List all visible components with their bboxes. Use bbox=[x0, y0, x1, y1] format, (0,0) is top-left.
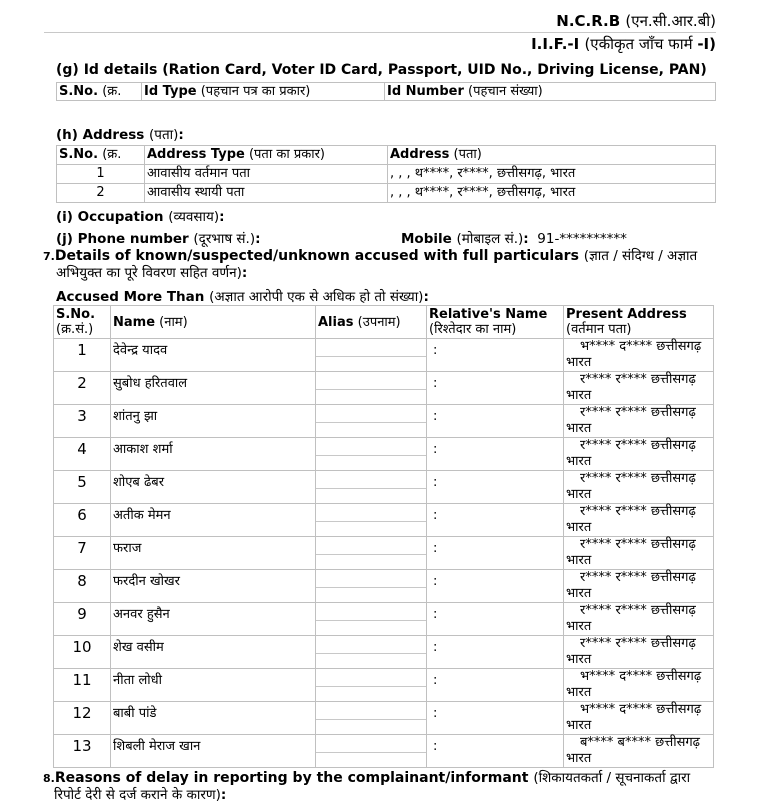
cell-sno: 7 bbox=[54, 537, 111, 570]
cell-present-address bbox=[564, 669, 714, 702]
form-title-en: I.I.F.-I bbox=[531, 35, 580, 53]
cell-relative-name: : bbox=[427, 471, 564, 504]
section-7-heading bbox=[43, 248, 723, 281]
col-label-en: S.No. bbox=[59, 147, 99, 162]
alias-value-extra bbox=[316, 555, 426, 569]
alias-value bbox=[316, 570, 426, 588]
col-id-number bbox=[385, 83, 716, 101]
address-line-2: भारत bbox=[566, 718, 592, 733]
table-header-row bbox=[57, 146, 716, 165]
cell-alias bbox=[316, 570, 427, 603]
cell-present-address bbox=[564, 603, 714, 636]
table-row bbox=[54, 537, 714, 570]
col-label-en: Present Address bbox=[566, 307, 687, 322]
address-line-1: भ**** द**** छत्तीसगढ़ bbox=[580, 339, 702, 354]
address-line-1: र**** र**** छत्तीसगढ़ bbox=[580, 537, 696, 552]
cell-alias bbox=[316, 537, 427, 570]
cell-relative-name: : bbox=[427, 735, 564, 768]
address-line-2: भारत bbox=[566, 421, 592, 436]
section-title-en: Details of known/suspected/unknown accused with full particulars bbox=[54, 248, 584, 264]
heading-colon: : bbox=[241, 265, 248, 281]
address-heading bbox=[56, 125, 184, 143]
alias-value-extra bbox=[316, 654, 426, 668]
alias-value bbox=[316, 702, 426, 720]
cell-alias bbox=[316, 669, 427, 702]
col-address-type bbox=[145, 146, 388, 165]
alias-value-extra bbox=[316, 390, 426, 404]
address-line-2: भारत bbox=[566, 586, 592, 601]
address-line-2: भारत bbox=[566, 685, 592, 700]
col-label-en: Alias bbox=[318, 314, 354, 330]
form-title-hi: (एकीकृत जाँच फार्म bbox=[584, 35, 698, 53]
mobile-field bbox=[401, 229, 627, 247]
col-label-en: Id Type bbox=[144, 84, 197, 99]
cell-sno: 8 bbox=[54, 570, 111, 603]
mobile-label-hi: (मोबाइल सं.) bbox=[456, 231, 524, 247]
col-label-en: Name bbox=[113, 314, 156, 330]
table-row bbox=[54, 504, 714, 537]
cell-name: शोएब ढेबर bbox=[111, 471, 316, 504]
cell-sno: 13 bbox=[54, 735, 111, 768]
col-address bbox=[388, 146, 716, 165]
alias-value bbox=[316, 669, 426, 687]
table-row bbox=[57, 184, 716, 203]
org-title-hi: (एन.सी.आर.बी) bbox=[625, 12, 716, 30]
phone-label-en: (j) Phone number bbox=[56, 231, 194, 247]
cell-relative-name: : bbox=[427, 339, 564, 372]
cell-relative-name: : bbox=[427, 537, 564, 570]
table-row bbox=[54, 636, 714, 669]
col-label-en: Address Type bbox=[147, 147, 245, 162]
table-header-row bbox=[57, 83, 716, 101]
col-label-hi: (वर्तमान पता) bbox=[566, 322, 632, 337]
cell-relative-name: : bbox=[427, 570, 564, 603]
cell-present-address bbox=[564, 636, 714, 669]
col-sno bbox=[57, 146, 145, 165]
cell-name: शिबली मेराज खान bbox=[111, 735, 316, 768]
cell-present-address bbox=[564, 339, 714, 372]
label-colon: : bbox=[219, 209, 225, 225]
address-heading-en: (h) Address bbox=[56, 127, 150, 143]
table-row bbox=[54, 570, 714, 603]
table-row bbox=[54, 735, 714, 768]
cell-alias bbox=[316, 438, 427, 471]
cell-sno: 12 bbox=[54, 702, 111, 735]
address-line-1: र**** र**** छत्तीसगढ़ bbox=[580, 636, 696, 651]
table-row bbox=[57, 165, 716, 184]
address-line-2: भारत bbox=[566, 487, 592, 502]
table-row bbox=[54, 339, 714, 372]
alias-value bbox=[316, 405, 426, 423]
cell-name: शेख वसीम bbox=[111, 636, 316, 669]
col-label-en: Relative's Name bbox=[429, 307, 548, 322]
table-row bbox=[54, 372, 714, 405]
col-label-hi: (पता) bbox=[453, 147, 482, 162]
table-row bbox=[54, 702, 714, 735]
cell-name: आकाश शर्मा bbox=[111, 438, 316, 471]
alias-value bbox=[316, 603, 426, 621]
col-label-en: S.No. bbox=[59, 84, 99, 99]
cell-present-address bbox=[564, 438, 714, 471]
col-label-hi: (रिश्तेदार का नाम) bbox=[429, 322, 517, 337]
cell-relative-name: : bbox=[427, 405, 564, 438]
cell-alias bbox=[316, 372, 427, 405]
col-present-address bbox=[564, 306, 714, 339]
col-label-hi: (नाम) bbox=[159, 314, 188, 330]
address-line-1: र**** र**** छत्तीसगढ़ bbox=[580, 570, 696, 585]
occupation-label-en: (i) Occupation bbox=[56, 209, 169, 225]
address-line-1: भ**** द**** छत्तीसगढ़ bbox=[580, 702, 702, 717]
col-label-hi: (उपनाम) bbox=[357, 314, 401, 330]
col-label-hi: (पहचान पत्र का प्रकार) bbox=[200, 84, 311, 99]
mobile-label-en: Mobile bbox=[401, 231, 457, 247]
alias-value bbox=[316, 372, 426, 390]
address-line-1: र**** र**** छत्तीसगढ़ bbox=[580, 471, 696, 486]
cell-alias bbox=[316, 471, 427, 504]
heading-colon: : bbox=[178, 127, 184, 143]
col-label-hi: (क्र. bbox=[102, 84, 122, 99]
label-colon: : bbox=[523, 231, 529, 247]
section-number: 7. bbox=[43, 250, 55, 263]
cell-name: बाबी पांडे bbox=[111, 702, 316, 735]
col-label-en: Address bbox=[390, 147, 450, 162]
alias-value bbox=[316, 636, 426, 654]
section-8-heading bbox=[43, 770, 733, 803]
section-number: 8. bbox=[43, 772, 55, 785]
cell-present-address bbox=[564, 372, 714, 405]
cell-sno: 2 bbox=[57, 184, 145, 203]
col-alias bbox=[316, 306, 427, 339]
cell-sno: 5 bbox=[54, 471, 111, 504]
address-line-1: ब**** ब**** छत्तीसगढ़ bbox=[580, 735, 700, 750]
accused-more-than-label-hi: (अज्ञात आरोपी एक से अधिक हो तो संख्या) bbox=[209, 289, 424, 305]
address-heading-hi: (पता) bbox=[149, 127, 179, 143]
alias-value bbox=[316, 735, 426, 753]
cell-sno: 6 bbox=[54, 504, 111, 537]
cell-alias bbox=[316, 702, 427, 735]
section-title-hi: (शिकायतकर्ता / सूचनाकर्ता द्वारा bbox=[533, 770, 691, 786]
address-line-1: र**** र**** छत्तीसगढ़ bbox=[580, 438, 696, 453]
alias-value bbox=[316, 537, 426, 555]
cell-present-address bbox=[564, 471, 714, 504]
cell-relative-name: : bbox=[427, 702, 564, 735]
cell-relative-name: : bbox=[427, 636, 564, 669]
col-label-hi: (क्र. bbox=[102, 147, 122, 162]
cell-present-address bbox=[564, 735, 714, 768]
address-line-2: भारत bbox=[566, 619, 592, 634]
form-title bbox=[531, 34, 716, 54]
id-details-heading: (g) Id details (Ration Card, Voter ID Card, Passport, UID No., Driving License, PAN) bbox=[56, 62, 707, 78]
occupation-label-hi: (व्यवसाय) bbox=[168, 209, 220, 225]
accused-table bbox=[53, 305, 714, 768]
col-name bbox=[111, 306, 316, 339]
cell-name: फराज bbox=[111, 537, 316, 570]
header-divider bbox=[44, 32, 716, 33]
cell-alias bbox=[316, 405, 427, 438]
cell-alias bbox=[316, 339, 427, 372]
cell-alias bbox=[316, 636, 427, 669]
address-line-2: भारत bbox=[566, 388, 592, 403]
cell-sno: 10 bbox=[54, 636, 111, 669]
alias-value-extra bbox=[316, 621, 426, 635]
address-line-2: भारत bbox=[566, 355, 592, 370]
cell-name: देवेन्द्र यादव bbox=[111, 339, 316, 372]
address-table bbox=[56, 145, 716, 203]
address-line-1: र**** र**** छत्तीसगढ़ bbox=[580, 372, 696, 387]
col-label-hi: (पता का प्रकार) bbox=[248, 147, 325, 162]
cell-alias bbox=[316, 603, 427, 636]
cell-relative-name: : bbox=[427, 603, 564, 636]
alias-value-extra bbox=[316, 687, 426, 701]
cell-address: , , , थ****, र****, छत्तीसगढ़, भारत bbox=[388, 184, 716, 203]
alias-value-extra bbox=[316, 423, 426, 437]
table-row bbox=[54, 471, 714, 504]
cell-relative-name: : bbox=[427, 669, 564, 702]
cell-sno: 2 bbox=[54, 372, 111, 405]
address-line-2: भारत bbox=[566, 652, 592, 667]
col-label-en: Id Number bbox=[387, 84, 464, 99]
cell-sno: 3 bbox=[54, 405, 111, 438]
section-title-hi: (ज्ञात / संदिग्ध / अज्ञात bbox=[583, 248, 698, 264]
cell-sno: 11 bbox=[54, 669, 111, 702]
mobile-value: 91-********** bbox=[537, 231, 627, 247]
col-label-hi: (पहचान संख्या) bbox=[468, 84, 543, 99]
address-line-1: र**** र**** छत्तीसगढ़ bbox=[580, 504, 696, 519]
cell-sno: 9 bbox=[54, 603, 111, 636]
phone-field bbox=[56, 229, 261, 247]
cell-relative-name: : bbox=[427, 372, 564, 405]
address-line-2: भारत bbox=[566, 553, 592, 568]
cell-name: सुबोध हरितवाल bbox=[111, 372, 316, 405]
label-colon: : bbox=[423, 289, 429, 305]
alias-value-extra bbox=[316, 456, 426, 470]
address-line-2: भारत bbox=[566, 520, 592, 535]
org-title bbox=[556, 11, 716, 31]
table-header-row bbox=[54, 306, 714, 339]
address-line-1: र**** र**** छत्तीसगढ़ bbox=[580, 405, 696, 420]
alias-value-extra bbox=[316, 753, 426, 767]
cell-address: , , , थ****, र****, छत्तीसगढ़, भारत bbox=[388, 165, 716, 184]
cell-name: अतीक मेमन bbox=[111, 504, 316, 537]
col-label-hi: (क्र.सं.) bbox=[56, 322, 94, 337]
cell-present-address bbox=[564, 702, 714, 735]
address-line-1: र**** र**** छत्तीसगढ़ bbox=[580, 603, 696, 618]
occupation-field bbox=[56, 207, 225, 225]
cell-relative-name: : bbox=[427, 438, 564, 471]
col-sno bbox=[54, 306, 111, 339]
accused-more-than-field bbox=[56, 287, 429, 305]
section-title-hi-cont: अभियुक्त का पूरे विवरण सहित वर्णन) bbox=[56, 265, 242, 281]
col-sno bbox=[57, 83, 142, 101]
cell-present-address bbox=[564, 537, 714, 570]
cell-address-type: आवासीय वर्तमान पता bbox=[145, 165, 388, 184]
alias-value-extra bbox=[316, 489, 426, 503]
accused-table-body bbox=[54, 339, 714, 768]
cell-alias bbox=[316, 735, 427, 768]
address-line-1: भ**** द**** छत्तीसगढ़ bbox=[580, 669, 702, 684]
address-line-2: भारत bbox=[566, 751, 592, 766]
cell-address-type: आवासीय स्थायी पता bbox=[145, 184, 388, 203]
phone-label-hi: (दूरभाष सं.) bbox=[193, 231, 256, 247]
alias-value-extra bbox=[316, 720, 426, 734]
cell-present-address bbox=[564, 405, 714, 438]
cell-present-address bbox=[564, 570, 714, 603]
cell-sno: 1 bbox=[54, 339, 111, 372]
table-row bbox=[54, 438, 714, 471]
section-title-hi-cont: रिपोर्ट देरी से दर्ज कराने के कारण) bbox=[54, 787, 221, 803]
alias-value bbox=[316, 339, 426, 357]
table-row bbox=[54, 669, 714, 702]
cell-relative-name: : bbox=[427, 504, 564, 537]
id-details-table bbox=[56, 82, 716, 101]
table-row bbox=[54, 603, 714, 636]
cell-name: शांतनु झा bbox=[111, 405, 316, 438]
org-title-en: N.C.R.B bbox=[556, 12, 621, 30]
cell-name: अनवर हुसैन bbox=[111, 603, 316, 636]
cell-name: फरदीन खोखर bbox=[111, 570, 316, 603]
address-line-2: भारत bbox=[566, 454, 592, 469]
alias-value-extra bbox=[316, 522, 426, 536]
cell-present-address bbox=[564, 504, 714, 537]
section-title-en: Reasons of delay in reporting by the complainant/informant bbox=[54, 770, 534, 786]
cell-sno: 4 bbox=[54, 438, 111, 471]
table-row bbox=[54, 405, 714, 438]
form-title-suffix: -I) bbox=[697, 35, 716, 53]
accused-more-than-label-en: Accused More Than bbox=[56, 289, 210, 305]
label-colon: : bbox=[255, 231, 261, 247]
col-label-en: S.No. bbox=[56, 307, 96, 322]
cell-sno: 1 bbox=[57, 165, 145, 184]
alias-value bbox=[316, 471, 426, 489]
cell-alias bbox=[316, 504, 427, 537]
cell-name: नीता लोधी bbox=[111, 669, 316, 702]
col-id-type bbox=[142, 83, 385, 101]
col-relative-name bbox=[427, 306, 564, 339]
alias-value bbox=[316, 504, 426, 522]
alias-value-extra bbox=[316, 357, 426, 371]
alias-value bbox=[316, 438, 426, 456]
heading-colon: : bbox=[220, 787, 227, 803]
alias-value-extra bbox=[316, 588, 426, 602]
